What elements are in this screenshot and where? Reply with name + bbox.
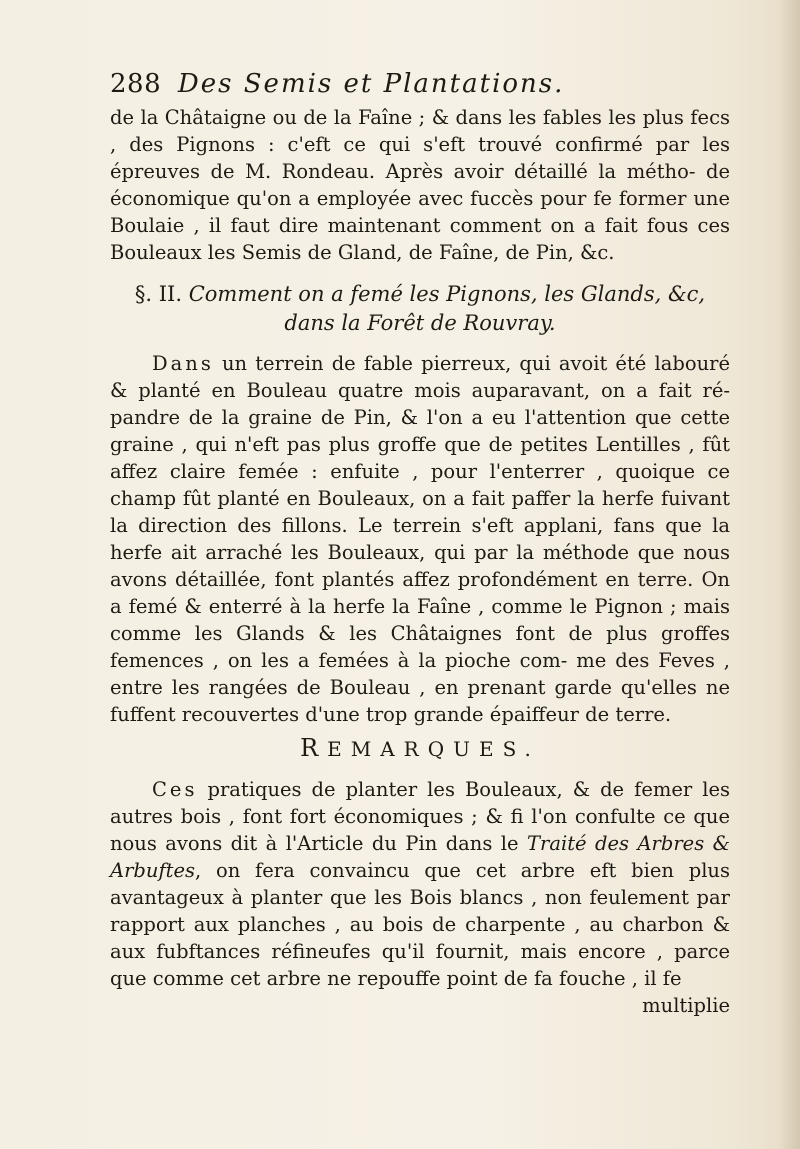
paragraph-3: [110, 776, 730, 992]
section-title-line-2: dans la Forêt de Rouvray.: [284, 311, 556, 335]
running-head: [110, 68, 730, 100]
paragraph-3-text-b: , on fera convaincu que cet arbre eft bien plus avantageux à planter que les Bois blancs , non feulement par rapport aux planches , au bois de charpente , au charbon & aux fubftances réfineufes qu'il fournit, mais encore , parce que comme cet arbre ne repouffe point de fa fouche , il fe: [110, 859, 730, 990]
page-edge-shadow: [778, 0, 800, 1149]
page-content: [110, 68, 730, 1019]
remarques-heading: [110, 734, 730, 762]
paragraph-2-text: un terrein de fable pierreux, qui avoit été labouré & planté en Bouleau quatre mois auparavant, on a fait ré- pandre de la graine de Pin, & l'on a eu l'attention que cette graine , qui n'eft pas plus groffe que de petites Lentilles , fût affez claire femée : enfuite , pour l'enterrer , quoique ce champ fût planté en Bouleaux, on a fait paffer la herfe fuivant la direction des fillons. Le terrein s'eft applani, fans que la herfe ait arraché les Bouleaux, qui par la méthode que nous avons détaillée, font plantés affez profondément en terre. On a femé & enterré à la herfe la Faîne , comme le Pignon ; mais comme les Glands & les Châtaignes font de plus groffes femences , on les a femées à la pioche com- me des Feves , entre les rangées de Bouleau , en prenant garde qu'elles ne fuffent recouvertes d'une trop grande épaiffeur de terre.: [110, 352, 730, 726]
paragraph-1: de la Châtaigne ou de la Faîne ; & dans les fables les plus fecs , des Pignons : c'eft ce qui s'eft trouvé confirmé par les épreuves de M. Rondeau. Après avoir détaillé la métho- de économique qu'on a employée avec fuccès pour fe former une Boulaie , il faut dire maintenant comment on a fait fous ces Bouleaux les Semis de Gland, de Faîne, de Pin, &c.: [110, 106, 730, 264]
section-number: §. II.: [134, 282, 183, 306]
section-title-line-1: Comment on a femé les Pignons, les Glands, &c,: [188, 282, 706, 306]
remarques-rest: EMARQUES.: [327, 737, 540, 761]
paragraph-3-text-a: pratiques de planter les Bouleaux, & de femer les autres bois , font fort économiques ; & fi l'on confulte ce que nous avons dit à l'Article du Pin dans le: [110, 778, 730, 855]
paragraph-2: [110, 350, 730, 728]
catchword: multiplie: [642, 994, 730, 1017]
remarques-initial: R: [300, 734, 328, 762]
section-heading: [110, 280, 730, 338]
paragraph-3-book-title: Traité des Arbres & Arbuftes: [110, 832, 730, 882]
page-number: 288: [110, 69, 162, 99]
running-title: Des Semis et Plantations.: [177, 69, 565, 99]
paragraph-2-lead: Dans: [152, 352, 214, 375]
paragraph-3-lead: Ces: [152, 778, 198, 801]
